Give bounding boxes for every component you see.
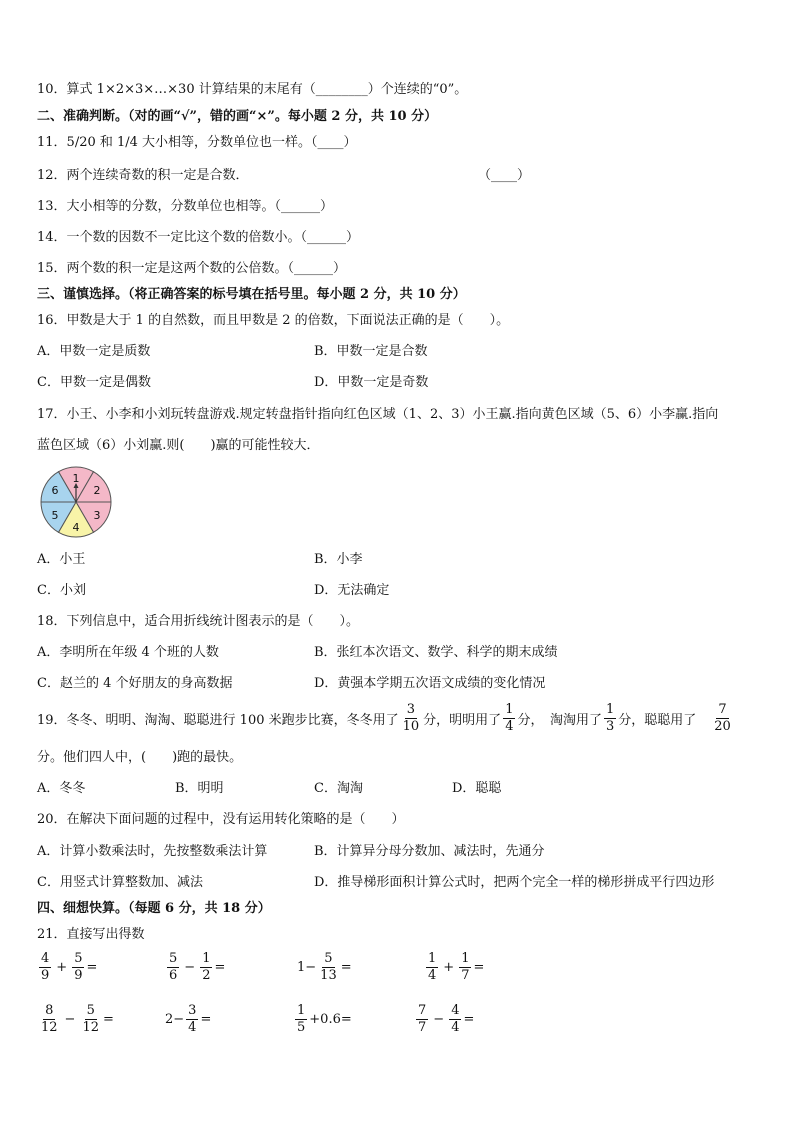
question-21: 21．直接写出得数 — [37, 927, 145, 942]
q20-option-a: A．计算小数乘法时，先按整数乘法计算 — [37, 844, 268, 859]
question-12: 12．两个连续奇数的积一定是合数． — [37, 168, 249, 183]
expression-3: 1− $\frac{5}{13}$ = — [297, 951, 352, 983]
fraction-1-3: $\frac{1}{3}$ — [605, 702, 615, 734]
q20-option-d: D．推导梯形面积计算公式时，把两个完全一样的梯形拼成平行四边形 — [314, 875, 715, 890]
question-20: 20．在解决下面问题的过程中，没有运用转化策略的是（ ） — [37, 812, 405, 827]
question-17-line-2: 蓝色区域（6）小刘赢.则( )赢的可能性较大． — [37, 438, 320, 453]
question-13: 13．大小相等的分数，分数单位也相等。（______） — [37, 199, 334, 214]
q19-option-d: D．聪聪 — [452, 781, 502, 796]
q16-option-d: D．甲数一定是奇数 — [314, 375, 429, 390]
label-2: 2 — [93, 484, 101, 497]
q17-option-d: D．无法确定 — [314, 583, 390, 598]
q16-option-c: C．甲数一定是偶数 — [37, 375, 151, 390]
q19-text-c: 分， 淘淘用了 — [517, 713, 602, 728]
q19-text-a: 19．冬冬、明明、淘淘、聪聪进行 100 米跑步比赛，冬冬用了 — [37, 713, 399, 728]
fraction-7-20: $\frac{7}{20}$ — [714, 702, 731, 734]
expression-2: $\frac{5}{6}$ − $\frac{1}{2}$ = — [169, 951, 226, 983]
q19-text-d: 分，聪聪用了 — [618, 713, 697, 728]
question-18: 18．下列信息中，适合用折线统计图表示的是（ ）。 — [37, 614, 360, 629]
q18-option-c: C．赵兰的 4 个好朋友的身高数据 — [37, 676, 233, 691]
q20-option-b: B．计算异分母分数加、减法时，先通分 — [314, 844, 545, 859]
q17-option-a: A．小王 — [37, 552, 86, 567]
q17-option-c: C．小刘 — [37, 583, 86, 598]
fraction-3-10: $\frac{3}{10}$ — [402, 702, 420, 734]
q19-option-c: C．淘淘 — [314, 781, 363, 796]
fraction-1-4: $\frac{1}{4}$ — [505, 702, 514, 734]
q16-option-a: A．甲数一定是质数 — [37, 344, 151, 359]
spinner-diagram — [37, 466, 117, 538]
expression-1: $\frac{4}{9}$ + $\frac{5}{9}$ = — [41, 951, 98, 983]
question-11: 11．5/20 和 1/4 大小相等，分数单位也一样。（____） — [37, 135, 357, 150]
q16-option-b: B．甲数一定是合数 — [314, 344, 428, 359]
expression-6: 2− $\frac{3}{4}$ = — [165, 1003, 212, 1035]
question-14: 14．一个数的因数不一定比这个数的倍数小。（______） — [37, 230, 360, 245]
q19-option-a: A．冬冬 — [37, 781, 86, 796]
q20-option-c: C．用竖式计算整数加、减法 — [37, 875, 203, 890]
question-16: 16．甲数是大于 1 的自然数，而且甲数是 2 的倍数，下面说法正确的是（ ）。 — [37, 313, 510, 328]
q19-option-b: B．明明 — [175, 781, 224, 796]
question-17-line-1: 17．小王、小李和小刘玩转盘游戏.规定转盘指针指向红色区域（1、2、3）小王赢.指向黄色区域（5、6）小李赢.指向 — [37, 407, 719, 422]
question-19-line-2: 分。他们四人中，( )跑的最快。 — [37, 750, 243, 765]
q18-option-b: B．张红本次语文、数学、科学的期末成绩 — [314, 645, 558, 660]
label-3: 3 — [93, 509, 101, 522]
q18-option-d: D．黄强本学期五次语文成绩的变化情况 — [314, 676, 546, 691]
question-12-blank: （____） — [478, 168, 531, 183]
section-2-heading: 二、准确判断。（对的画“√”，错的画“×”。每小题 2 分，共 10 分） — [37, 109, 438, 124]
label-4: 4 — [72, 521, 80, 534]
expression-8: $\frac{7}{7}$ − $\frac{4}{4}$ = — [418, 1003, 475, 1035]
expression-4: $\frac{1}{4}$ + $\frac{1}{7}$ = — [428, 951, 485, 983]
expression-5: $\frac{8}{12}$ − $\frac{5}{12}$ = — [41, 1003, 114, 1035]
q18-option-a: A．李明所在年级 4 个班的人数 — [37, 645, 219, 660]
question-10: 10．算式 1×2×3×…×30 计算结果的末尾有（________）个连续的“0”。 — [37, 82, 468, 97]
question-15: 15．两个数的积一定是这两个数的公倍数。（______） — [37, 261, 347, 276]
label-5: 5 — [51, 509, 59, 522]
label-6: 6 — [51, 484, 59, 497]
section-3-heading: 三、谨慎选择。（将正确答案的标号填在括号里。每小题 2 分，共 10 分） — [37, 287, 466, 302]
expression-7: $\frac{1}{5}$ +0.6= — [297, 1003, 352, 1035]
label-1: 1 — [72, 472, 80, 485]
section-4-heading: 四、细想快算。（每题 6 分，共 18 分） — [37, 901, 271, 916]
q19-text-b: 分，明明用了 — [423, 713, 502, 728]
question-19-line-1 — [37, 702, 735, 735]
q17-option-b: B．小李 — [314, 552, 363, 567]
